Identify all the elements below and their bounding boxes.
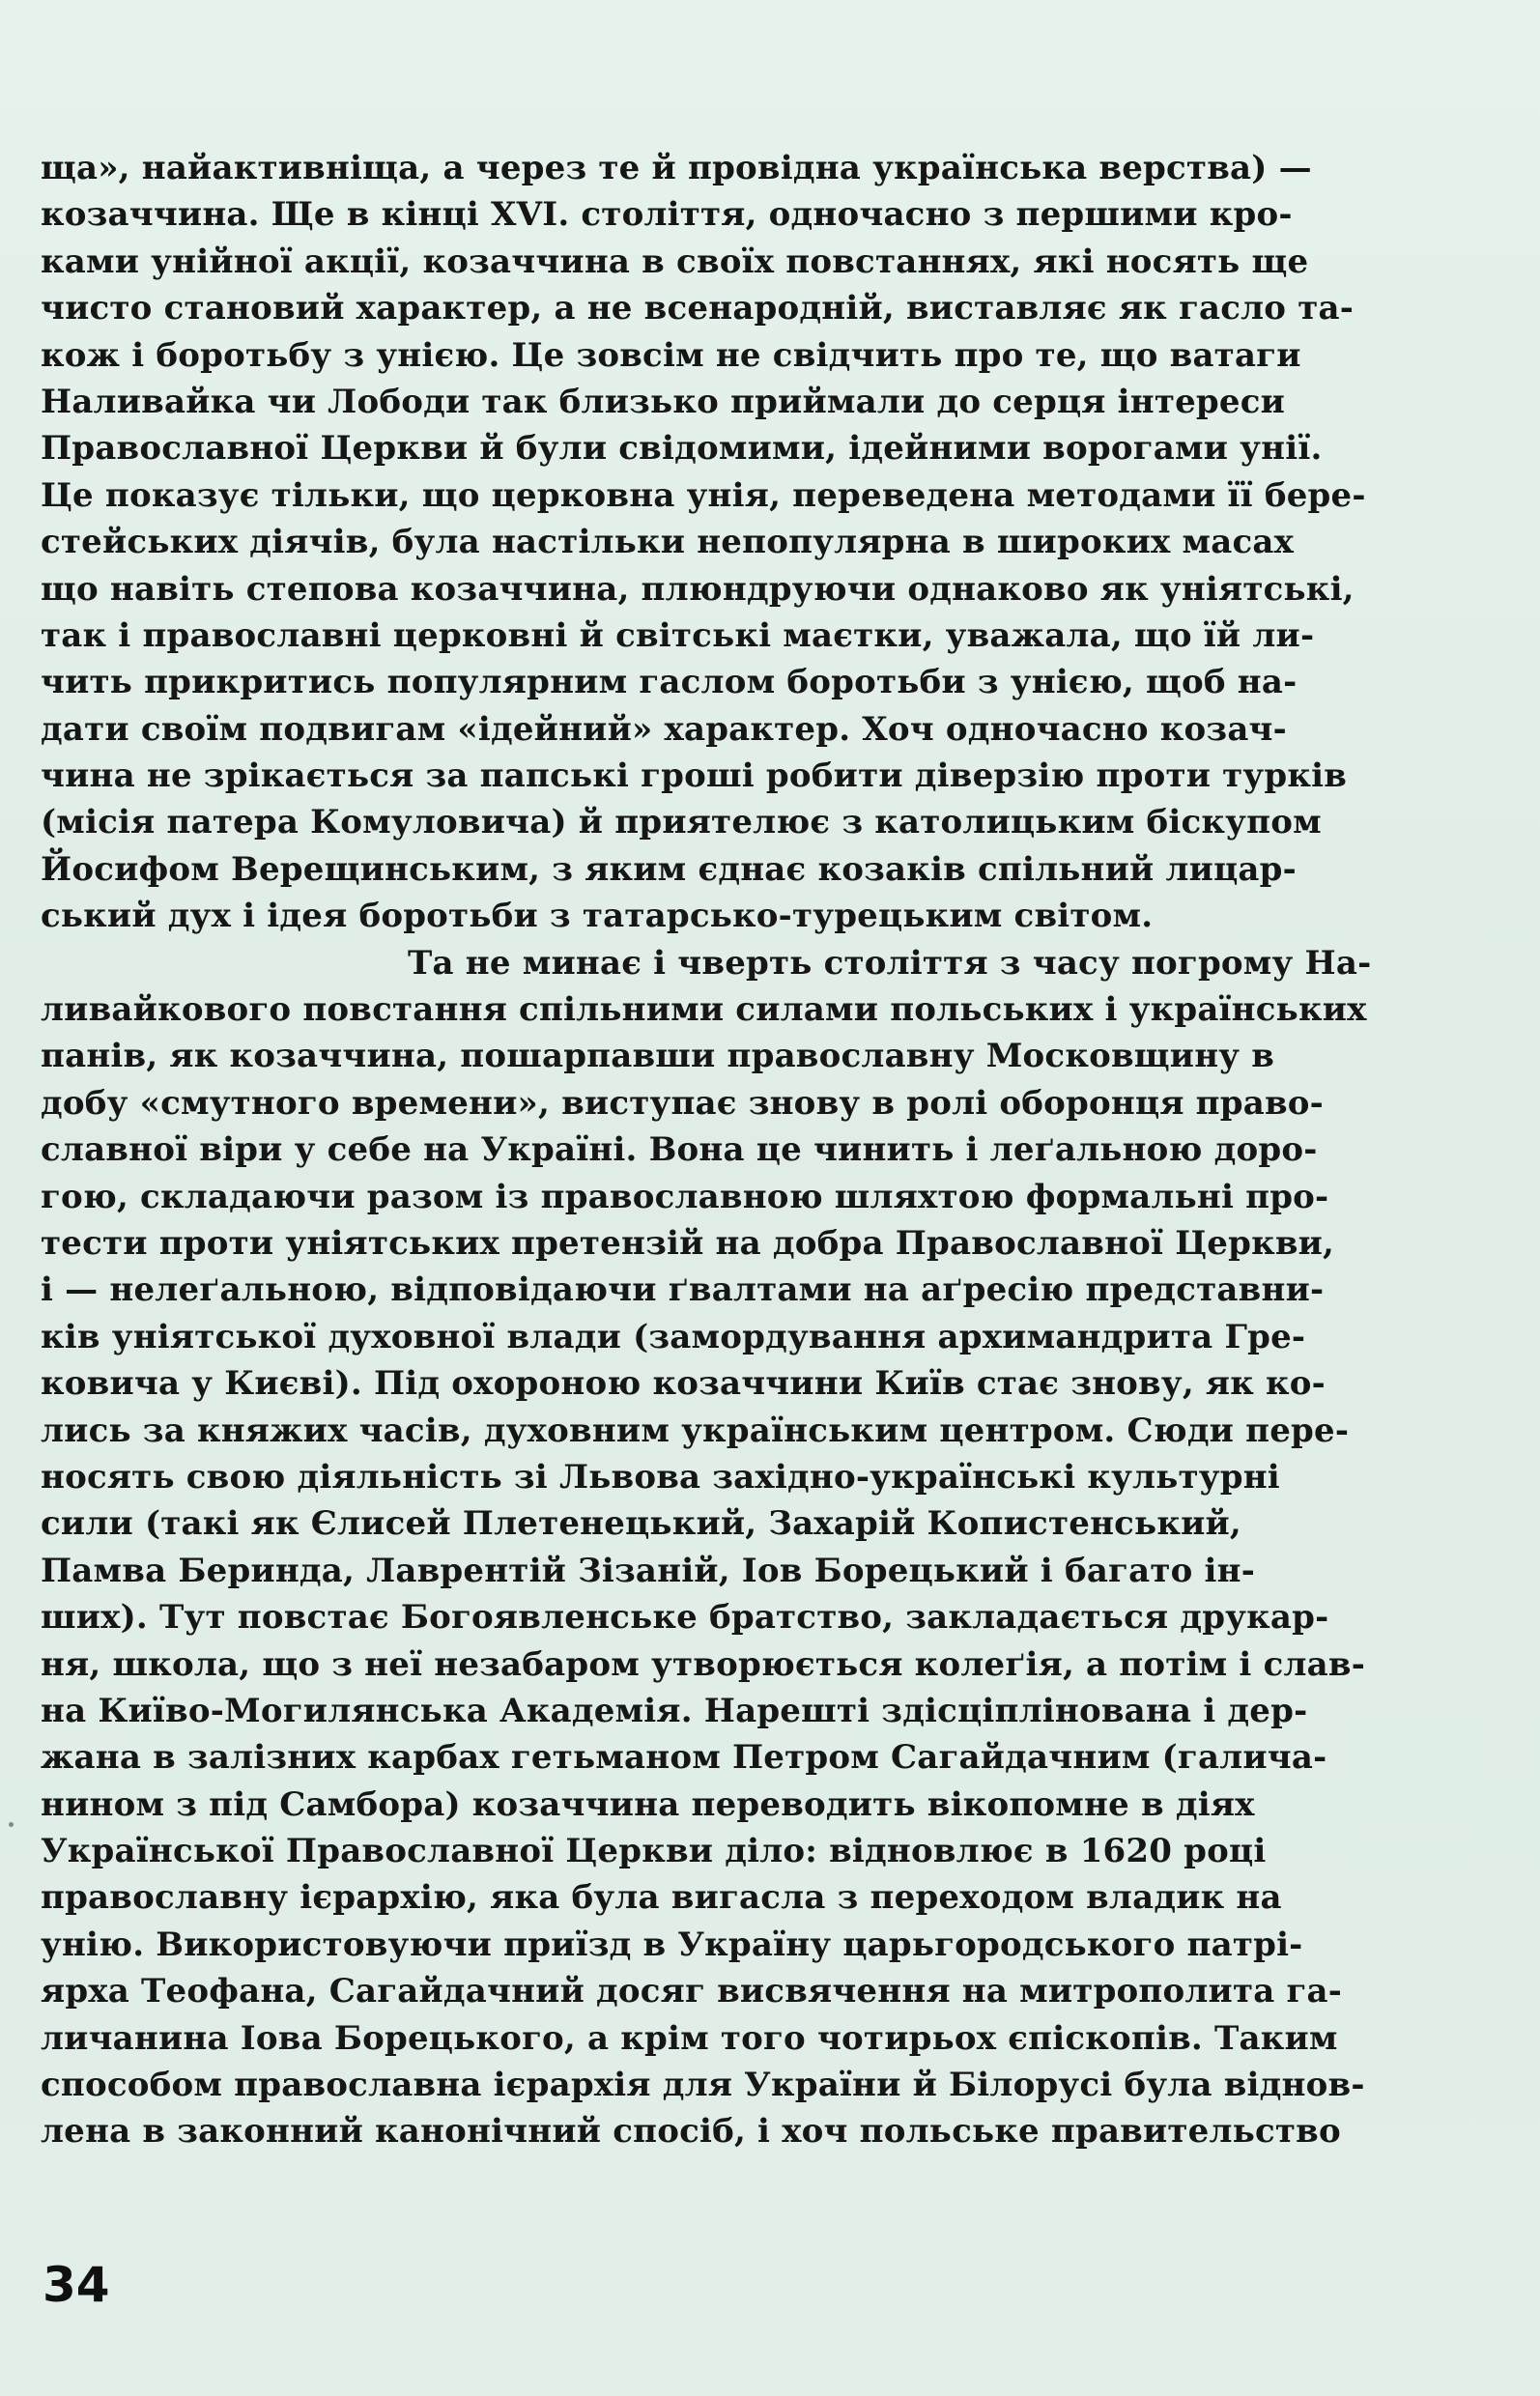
text-line: (місія патера Комуловича) й приятелює з католицьким біскупом [41,803,1322,842]
text-line: ками унійної акції, козаччина в своїх повстаннях, які носять ще [41,242,1309,281]
text-line: жана в залізних карбах гетьманом Петром Сагайдачним (галича- [41,1738,1327,1778]
text-line: що навіть степова козаччина, плюндруючи однаково як уніятські, [41,569,1355,609]
text-line: ших). Тут повстає Богоявленське братство, закладається друкар- [41,1598,1329,1638]
paper-speck [9,1822,14,1827]
text-line: добу «смутного времени», виступає знову в ролі оборонця право- [41,1083,1324,1123]
text-line: личанина Іова Борецького, а крім того чотирьох єпіскопів. Таким [41,2018,1338,2058]
text-line: козаччина. Ще в кінці XVI. століття, одночасно з першими кро- [41,195,1293,235]
text-line: чисто становий характер, а не всенародній, виставляє як гасло та- [41,289,1355,328]
text-line: лись за княжих часів, духовним українським центром. Сюди пере- [41,1411,1350,1450]
text-line: кож і боротьбу з унією. Це зовсім не свідчить про те, що ватаги [41,335,1301,375]
page-number: 34 [43,2257,110,2313]
text-line: Наливайка чи Лободи так близько приймали до серця інтереси [41,382,1286,421]
body-text [41,145,1480,2155]
text-line: унію. Використовуючи приїзд в Україну царьгородського патрі- [41,1925,1303,1964]
text-line: панів, як козаччина, пошарпавши православну Московщину в [41,1037,1275,1076]
text-line: Памва Беринда, Лаврентій Зізаній, Іов Борецький і багато ін- [41,1551,1256,1590]
text-line: нином з під Самбора) козаччина переводить вікопомне в діях [41,1784,1255,1824]
text-line: так і православні церковні й світські маєтки, уважала, що їй ли- [41,615,1315,655]
text-line: ня, школа, що з неї незабаром утворюється колеґія, а потім і слав- [41,1644,1366,1684]
text-line: ковича у Києві). Під охороною козаччини Київ стає знову, як ко- [41,1364,1326,1404]
text-line: Православної Церкви й були свідомими, ідейними ворогами унії. [41,429,1323,469]
text-line: ярха Теофана, Сагайдачний досяг висвячення на митрополита га- [41,1972,1343,2011]
text-line: чина не зрікається за папські гроші робити діверзію проти турків [41,756,1348,796]
text-line: ків уніятської духовної влади (замордування архимандрита Гре- [41,1317,1306,1356]
text-line: сили (такі як Єлисей Плетенецький, Захарій Копистенський, [41,1504,1241,1544]
text-line: православну ієрархію, яка була вигасла з переходом владик на [41,1878,1282,1918]
text-line: лена в законний канонічний спосіб, і хоч польське правительство [41,2112,1341,2152]
text-line: гою, складаючи разом із православною шляхтою формальні про- [41,1177,1329,1216]
paragraph-start-line: Та не минає і чверть століття з часу погрому На- [408,943,1372,983]
text-line: ща», найактивніща, а через те й провідна українська верства) — [41,149,1312,187]
text-line: способом православна ієрархія для України й Білорусі була віднов- [41,2066,1365,2105]
text-line: Це показує тільки, що церковна унія, переведена методами її бере- [41,475,1366,515]
text-line: дати своїм подвигам «ідейний» характер. Хоч одночасно козач- [41,709,1287,749]
text-line: чить прикритись популярним гаслом боротьби з унією, щоб на- [41,663,1298,702]
text-line: носять свою діяльність зі Львова західно-українські культурні [41,1457,1280,1497]
text-line: тести проти уніятських претензій на добра Православної Церкви, [41,1223,1335,1263]
text-line: Йосифом Верещинським, з яким єднає козаків спільний лицар- [41,849,1297,889]
text-line: Української Православної Церкви діло: відновлює в 1620 році [41,1832,1267,1871]
text-line: стейських діячів, була настільки непопулярна в широких масах [41,523,1295,562]
text-line: на Київо-Могилянська Академія. Нарешті здісціплінована і дер- [41,1691,1308,1730]
text-line: ський дух і ідея боротьби з татарсько-турецьким світом. [41,897,1154,936]
text-line: ливайкового повстання спільними силами польських і українських [41,990,1367,1030]
text-line: і — нелеґальною, відповідаючи ґвалтами на аґресію представни- [41,1270,1325,1310]
text-line: славної віри у себе на Україні. Вона це чинить і леґальною доро- [41,1130,1318,1170]
